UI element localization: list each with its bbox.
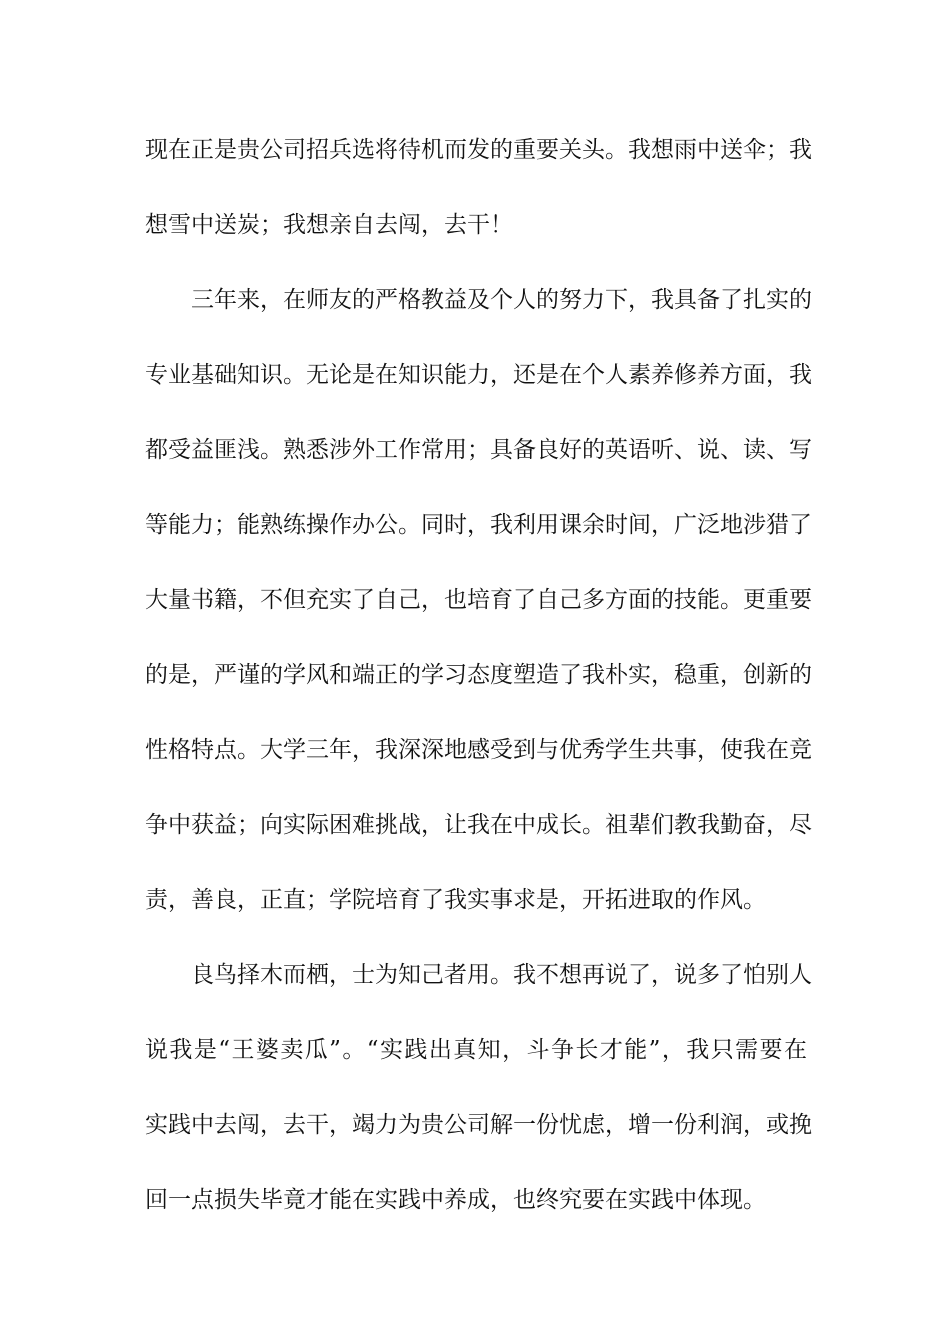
paragraph-line-13: 说我是“王婆卖瓜”。“实践出真知，斗争长才能”，我只需要在 <box>145 1037 807 1063</box>
paragraph-line-6: 等能力；能熟练操作办公。同时，我利用课余时间，广泛地涉猎了 <box>145 512 812 538</box>
paragraph-line-5: 都受益匪浅。熟悉涉外工作常用；具备良好的英语听、说、读、写 <box>145 437 812 463</box>
paragraph-line-14: 实践中去闯，去干，竭力为贵公司解一份忧虑，增一份利润，或挽 <box>145 1112 812 1138</box>
paragraph-line-1: 现在正是贵公司招兵选将待机而发的重要关头。我想雨中送伞；我 <box>145 137 812 163</box>
paragraph-line-11: 责，善良，正直；学院培育了我实事求是，开拓进取的作风。 <box>145 887 766 913</box>
paragraph-line-15: 回一点损失毕竟才能在实践中养成，也终究要在实践中体现。 <box>145 1187 766 1213</box>
paragraph-line-9: 性格特点。大学三年，我深深地感受到与优秀学生共事，使我在竞 <box>145 737 812 763</box>
paragraph-line-2: 想雪中送炭；我想亲自去闯，去干！ <box>145 212 513 238</box>
paragraph-line-10: 争中获益；向实际困难挑战，让我在中成长。祖辈们教我勤奋，尽 <box>145 812 812 838</box>
paragraph-line-3: 三年来，在师友的严格教益及个人的努力下，我具备了扎实的 <box>191 287 812 313</box>
paragraph-line-4: 专业基础知识。无论是在知识能力，还是在个人素养修养方面，我 <box>145 362 812 388</box>
paragraph-line-12: 良鸟择木而栖，士为知己者用。我不想再说了，说多了怕别人 <box>191 962 812 988</box>
paragraph-line-8: 的是，严谨的学风和端正的学习态度塑造了我朴实，稳重，创新的 <box>145 662 812 688</box>
paragraph-line-7: 大量书籍，不但充实了自己，也培育了自己多方面的技能。更重要 <box>145 587 812 613</box>
